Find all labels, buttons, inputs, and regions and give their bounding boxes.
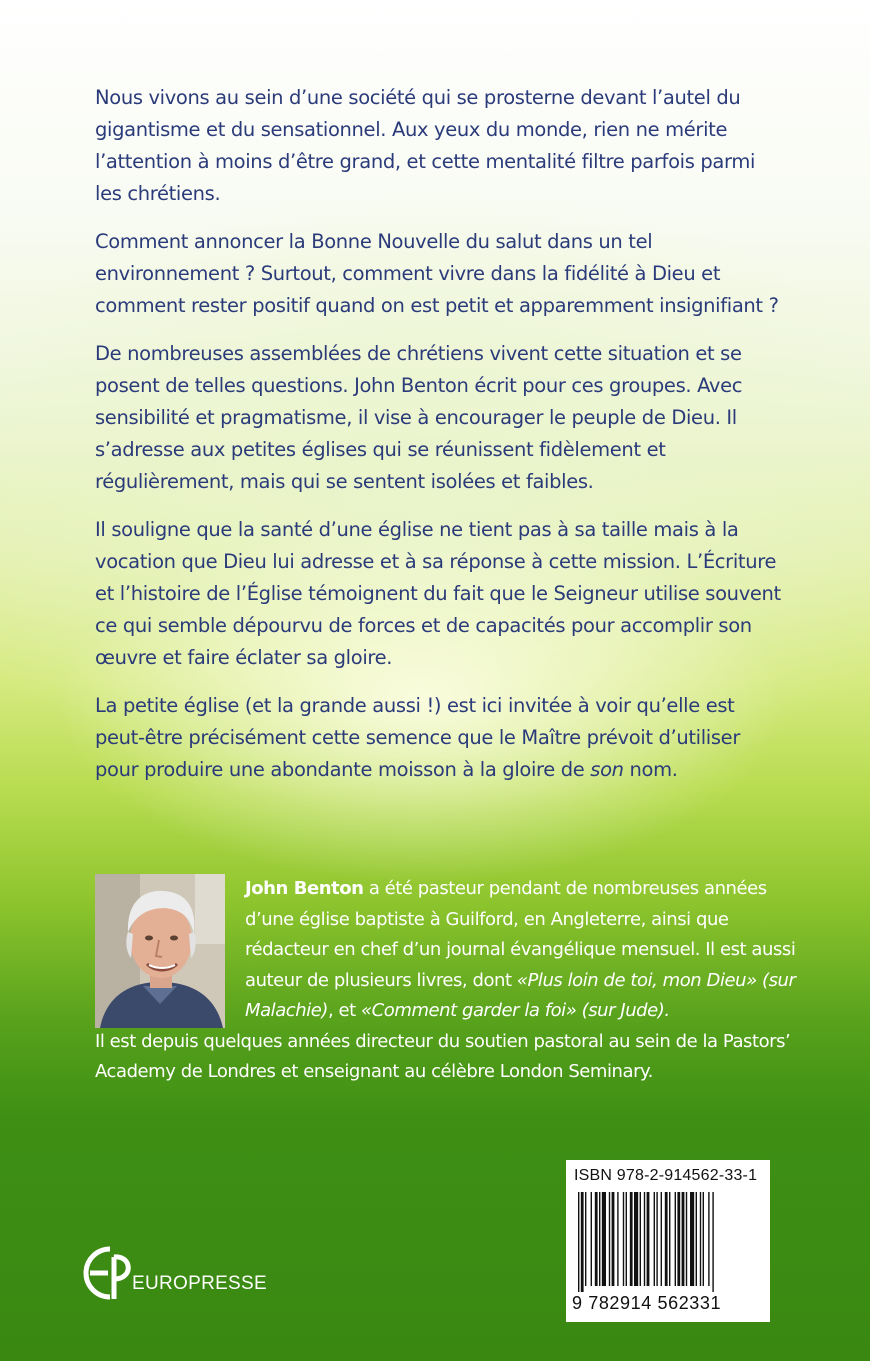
- barcode-bar: [675, 1192, 676, 1286]
- barcode-bar: [617, 1192, 618, 1286]
- barcode-bar: [700, 1192, 701, 1286]
- author-bio-text-2: , et: [327, 1000, 362, 1021]
- barcode-bar: [647, 1192, 650, 1286]
- barcode-bar: [644, 1192, 645, 1286]
- blurb-paragraph-1: Nous vivons au sein d’une société qui se prosterne devant l’autel du gigantisme et du sensationnel. Aux yeux du monde, rien ne mérite l’attention à moins d’être grand, et cette mentalité filtre parfois parmi les chrétiens.: [95, 86, 756, 205]
- barcode-bar: [712, 1192, 713, 1292]
- blurb-p5-end: nom.: [623, 758, 678, 781]
- barcode-bar: [591, 1192, 592, 1286]
- isbn-number: ISBN 978-2-914562-33-1: [574, 1167, 758, 1184]
- blurb-p5-text: La petite église (et la grande aussi !) est ici invitée à voir qu’elle est peut-être précisément cette semence que le Maître prévoit d’utiliser pour produire une abondante moisson à la gloire de: [95, 694, 740, 781]
- barcode-bars: [578, 1192, 758, 1292]
- barcode-bar: [623, 1192, 624, 1286]
- author-bio-first-part: [245, 874, 805, 1027]
- barcode-bar: [708, 1192, 709, 1286]
- barcode-bar: [626, 1192, 627, 1286]
- author-book-1: «Plus loin de toi, mon Dieu» (sur Malachie): [245, 969, 796, 1021]
- barcode-bar: [661, 1192, 662, 1286]
- barcode-bar: [599, 1192, 600, 1286]
- blurb-paragraph-4: Il souligne que la santé d’une église ne tient pas à sa taille mais à la vocation que Dieu lui adresse et à sa réponse à cette mission. L’Écriture et l’histoire de l’Église témoignent du fait que le Seigneur utilise souvent ce qui semble dépourvu de forces et de capacités pour accomplir son œuvre et faire éclater sa gloire.: [95, 518, 781, 669]
- barcode-bar: [682, 1192, 685, 1286]
- blurb-paragraph-5: [95, 690, 785, 786]
- barcode-bar: [634, 1192, 638, 1286]
- barcode-bar: [640, 1192, 641, 1286]
- barcode-bar: [602, 1192, 606, 1286]
- barcode-digits: 9 782914 562331: [572, 1293, 722, 1313]
- barcode-bar: [609, 1192, 610, 1286]
- author-bio: [95, 874, 795, 1088]
- blurb-p5-italic: son: [590, 758, 624, 781]
- barcode-bar: [665, 1192, 668, 1286]
- barcode-bar: [612, 1192, 615, 1286]
- isbn-barcode-panel: [566, 1160, 770, 1322]
- author-name: John Benton: [245, 878, 364, 899]
- back-cover-blurb: [95, 82, 785, 802]
- barcode-bar: [585, 1192, 586, 1286]
- barcode-bar: [581, 1192, 584, 1292]
- barcode-bar: [690, 1192, 694, 1286]
- barcode-bar: [654, 1192, 655, 1286]
- barcode-bar: [595, 1192, 598, 1286]
- barcode-bar: [677, 1192, 680, 1286]
- barcode-bar: [630, 1192, 633, 1286]
- barcode-bar: [669, 1192, 670, 1286]
- blurb-paragraph-3: De nombreuses assemblées de chrétiens vivent cette situation et se posent de telles questions. John Benton écrit pour ces groupes. Avec sensibilité et pragmatisme, il vise à encourager le peuple de Dieu. Il s’adresse aux petites églises qui se réunissent fidèlement et régulièrement, mais qui se sentent isolées et faibles.: [95, 342, 743, 493]
- author-bio-text-1: a été pasteur pendant de nombreuses années d’une église baptiste à Guilford, en Angleterre, ainsi que rédacteur en chef d’un journal évangélique mensuel. Il est aussi auteur de plusieurs livres, dont: [245, 878, 796, 991]
- author-bio-second-part: Il est depuis quelques années directeur du soutien pastoral au sein de la Pastors’ Academy de Londres et enseignant au célèbre London Seminary.: [95, 1030, 791, 1082]
- europresse-emblem: [80, 1243, 140, 1303]
- barcode-bar: [656, 1192, 657, 1286]
- barcode-bar: [686, 1192, 687, 1286]
- blurb-paragraph-2: Comment annoncer la Bonne Nouvelle du salut dans un tel environnement ? Surtout, comment vivre dans la fidélité à Dieu et comment rester positif quand on est petit et apparemment insignifiant ?: [95, 230, 779, 317]
- publisher-name: EUROPRESSE: [132, 1273, 267, 1294]
- barcode-bar: [578, 1192, 579, 1292]
- barcode-bar: [703, 1192, 704, 1286]
- publisher-logo: [80, 1243, 280, 1313]
- barcode-bar: [696, 1192, 697, 1286]
- author-book-2: «Comment garder la foi» (sur Jude).: [361, 1000, 670, 1021]
